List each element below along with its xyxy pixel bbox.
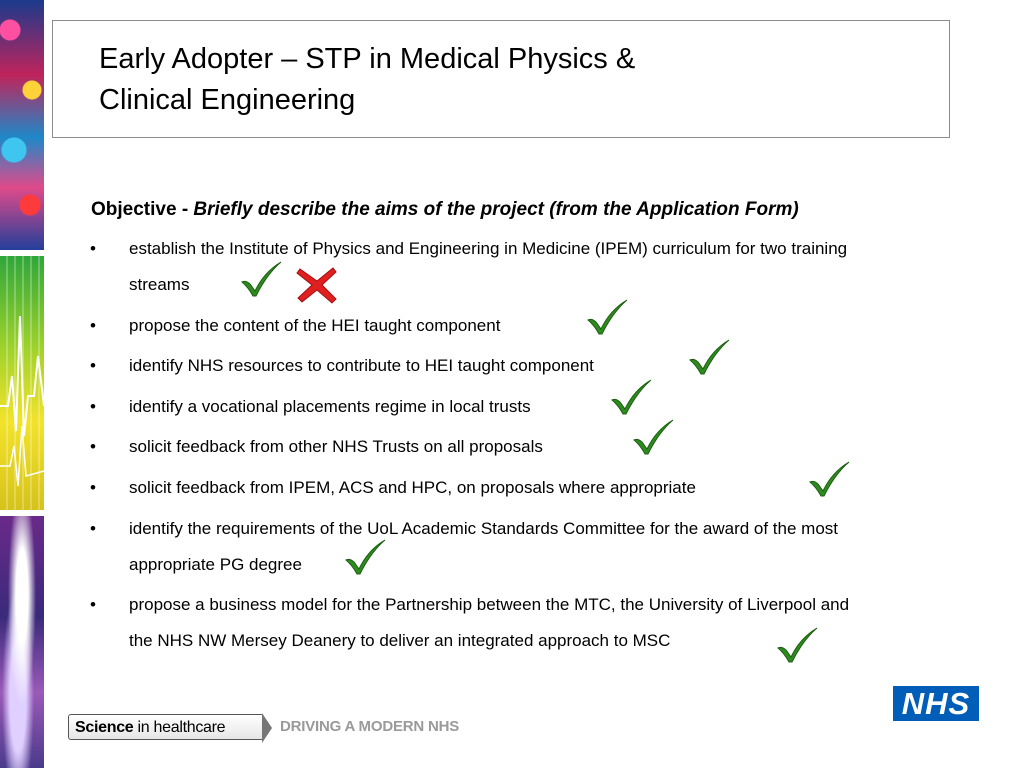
bullet: •	[90, 595, 96, 614]
list-item-line: propose a business model for the Partnership between the MTC, the University of Liverpool and	[129, 595, 850, 614]
check-icon	[610, 378, 654, 416]
list-item-line: identify a vocational placements regime in local trusts	[129, 397, 531, 416]
decorative-image-top	[0, 0, 44, 250]
bullet: •	[90, 356, 96, 375]
list-item-line: solicit feedback from IPEM, ACS and HPC, on proposals where appropriate	[129, 478, 696, 497]
check-icon	[240, 260, 284, 298]
brand-bold: Science	[75, 719, 134, 736]
slide-title-line2: Clinical Engineering	[99, 84, 356, 116]
brand-box	[68, 714, 264, 740]
bullet: •	[90, 397, 96, 416]
slide-title	[99, 39, 799, 121]
decorative-image-bottom	[0, 516, 44, 768]
list-item-line: identify NHS resources to contribute to HEI taught component	[129, 356, 594, 375]
objective-label: Objective -	[91, 199, 194, 220]
check-icon	[688, 338, 732, 376]
brand-text	[75, 719, 225, 737]
brand-arrow-icon	[262, 713, 272, 743]
check-icon	[586, 298, 630, 336]
tagline: DRIVING A MODERN NHS	[280, 718, 460, 735]
brand-rest: in healthcare	[133, 719, 226, 736]
slide-title-line1: Early Adopter – STP in Medical Physics &	[99, 43, 636, 75]
bullet: •	[90, 239, 96, 258]
cross-icon	[296, 266, 338, 304]
list-item-line: appropriate PG degree	[129, 555, 302, 574]
list-item-line: establish the Institute of Physics and Engineering in Medicine (IPEM) curriculum for two training	[129, 239, 848, 258]
decorative-image-strip	[0, 0, 44, 768]
ecg-trace-graphic	[0, 256, 44, 510]
objective-description: Briefly describe the aims of the project (from the Application Form)	[193, 199, 799, 220]
bullet: •	[90, 478, 96, 497]
list-item-line: propose the content of the HEI taught component	[129, 316, 501, 335]
bullet: •	[90, 519, 96, 538]
check-icon	[344, 538, 388, 576]
objective-heading	[91, 199, 799, 221]
list-item-line: solicit feedback from other NHS Trusts on all proposals	[129, 437, 543, 456]
nhs-logo: NHS	[893, 686, 979, 721]
check-icon	[776, 626, 820, 664]
list-item-line: the NHS NW Mersey Deanery to deliver an integrated approach to MSC	[129, 631, 671, 650]
check-icon	[808, 460, 852, 498]
bullet: •	[90, 437, 96, 456]
list-item-line: identify the requirements of the UoL Academic Standards Committee for the award of the most	[129, 519, 839, 538]
check-icon	[632, 418, 676, 456]
bullet: •	[90, 316, 96, 335]
list-item-line: streams	[129, 275, 190, 294]
title-box	[52, 20, 950, 138]
